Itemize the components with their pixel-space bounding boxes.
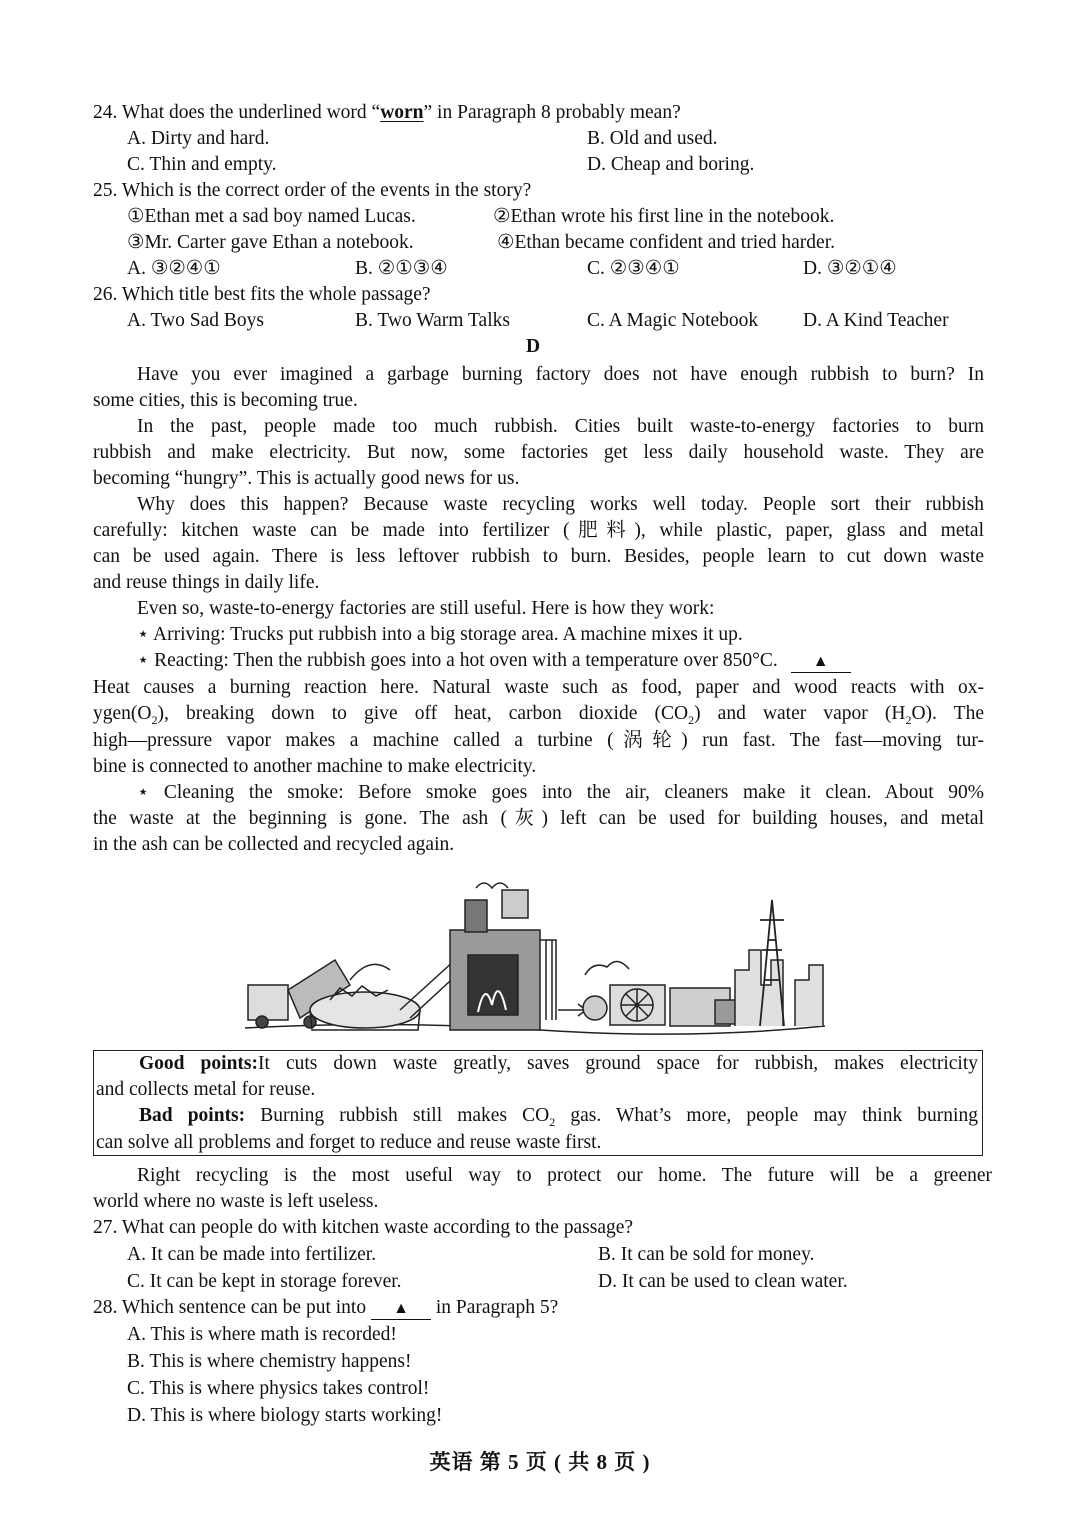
q25-event-2: ②Ethan wrote his first line in the notebook. — [493, 206, 835, 227]
p3-line1: Why does this happen? Because waste recycling works well today. People sort their rubbish — [137, 494, 984, 515]
q28-option-c: C. This is where physics takes control! — [127, 1378, 430, 1399]
storage-pit — [310, 992, 420, 1028]
underlined-word: worn — [380, 102, 424, 123]
bad-points-label: Bad points: — [139, 1105, 246, 1126]
q25-option-d: D. ③②①④ — [803, 258, 897, 279]
cleaning-line3: in the ash can be collected and recycled again. — [93, 834, 455, 855]
q28-option-d: D. This is where biology starts working! — [127, 1405, 443, 1426]
p3-line2: carefully: kitchen waste can be made into fertilizer (肥料), while plastic, paper, glass and metal — [93, 520, 984, 541]
reacting-line4: high—pressure vapor makes a machine called a turbine (涡轮) run fast. The fast—moving tur- — [93, 730, 984, 751]
turbine — [583, 996, 607, 1020]
p1-line2: some cities, this is becoming true. — [93, 390, 358, 411]
bad-points-line2: can solve all problems and forget to reduce and reuse waste first. — [96, 1132, 602, 1153]
q26-option-b: B. Two Warm Talks — [355, 310, 510, 331]
q26-option-c: C. A Magic Notebook — [587, 310, 759, 331]
reacting-line2: Heat causes a burning reaction here. Natural waste such as food, paper and wood reacts with ox- — [93, 677, 984, 698]
q28-blank-mark: ▲ — [371, 1299, 431, 1320]
q26-stem: 26. Which title best fits the whole passage? — [93, 284, 431, 305]
q28-stem: 28. Which sentence can be put into ▲ in Paragraph 5? — [93, 1297, 559, 1318]
closing-line1: Right recycling is the most useful way to protect our home. The future will be a greener — [137, 1165, 992, 1186]
p4-line1: Even so, waste-to-energy factories are still useful. Here is how they work: — [137, 598, 715, 619]
section-label: D — [526, 336, 541, 357]
q25-event-3: ③Mr. Carter gave Ethan a notebook. — [127, 232, 414, 253]
step-arriving: ⋆ Arriving: Trucks put rubbish into a big storage area. A machine mixes it up. — [137, 624, 743, 645]
q25-stem: 25. Which is the correct order of the events in the story? — [93, 180, 532, 201]
cleaning-line2: the waste at the beginning is gone. The ash (灰) left can be used for building houses, and metal — [93, 808, 984, 829]
q28-option-b: B. This is where chemistry happens! — [127, 1351, 412, 1372]
step-reacting: ⋆ Reacting: Then the rubbish goes into a hot oven with a temperature over 850°C. ▲ — [137, 648, 851, 674]
points-box — [93, 1050, 983, 1156]
q27-stem: 27. What can people do with kitchen waste according to the passage? — [93, 1217, 634, 1238]
q25-option-c: C. ②③④① — [587, 258, 680, 279]
good-points-label: Good points: — [139, 1053, 258, 1074]
reacting-line5: bine is connected to another machine to make electricity. — [93, 756, 537, 777]
good-points-line1: Good points:It cuts down waste greatly, saves ground space for rubbish, makes electricity — [139, 1053, 978, 1074]
cleaning-line1: ⋆ Cleaning the smoke: Before smoke goes into the air, cleaners make it clean. About 90% — [137, 782, 984, 803]
q24-stem: 24. What does the underlined word “worn” in Paragraph 8 probably mean? — [93, 102, 681, 123]
q25-option-b: B. ②①③④ — [355, 258, 448, 279]
p1-line1: Have you ever imagined a garbage burning factory does not have enough rubbish to burn? In — [137, 364, 984, 385]
truck-cab — [248, 985, 288, 1020]
waste-to-energy-illustration — [240, 860, 830, 1040]
q26-option-a: A. Two Sad Boys — [127, 310, 264, 331]
bad-points-line1: Bad points: Burning rubbish still makes $CO_2$ gas. What’s more, people may think burning — [139, 1105, 978, 1129]
q24-option-c: C. Thin and empty. — [127, 154, 277, 175]
q27-option-a: A. It can be made into fertilizer. — [127, 1244, 377, 1265]
page-footer: 英语 第 5 页 ( 共 8 页 ) — [429, 1450, 651, 1474]
tank — [502, 890, 528, 918]
q27-option-b: B. It can be sold for money. — [598, 1244, 815, 1265]
p2-line3: becoming “hungry”. This is actually good news for us. — [93, 468, 520, 489]
chimney — [465, 900, 487, 932]
q28-option-a: A. This is where math is recorded! — [127, 1324, 397, 1345]
q24-option-b: B. Old and used. — [587, 128, 718, 149]
good-points-line2: and collects metal for reuse. — [96, 1079, 316, 1100]
blank-mark-triangle: ▲ — [791, 652, 851, 673]
p2-line2: rubbish and make electricity. But now, some factories get less daily household waste. They are — [93, 442, 984, 463]
q25-event-4: ④Ethan became confident and tried harder. — [497, 232, 836, 253]
q27-option-d: D. It can be used to clean water. — [598, 1271, 848, 1292]
closing-line2: world where no waste is left useless. — [93, 1191, 379, 1212]
p3-line3: can be used again. There is less leftover rubbish to burn. Besides, people learn to cut down waste — [93, 546, 984, 567]
q24-option-d: D. Cheap and boring. — [587, 154, 755, 175]
p2-line1: In the past, people made too much rubbish. Cities built waste-to-energy factories to burn — [137, 416, 984, 437]
p3-line4: and reuse things in daily life. — [93, 572, 320, 593]
q27-option-c: C. It can be kept in storage forever. — [127, 1271, 402, 1292]
q26-option-d: D. A Kind Teacher — [803, 310, 949, 331]
city-buildings — [735, 950, 783, 1026]
reacting-line3: $ygen(O_2)$, breaking down to give off heat, carbon dioxide $(CO_2)$ and water vapor $(H_2O)$. The — [93, 703, 985, 727]
q24-option-a: A. Dirty and hard. — [127, 128, 270, 149]
q25-option-a: A. ③②④① — [127, 258, 221, 279]
q25-event-1: ①Ethan met a sad boy named Lucas. — [127, 206, 416, 227]
